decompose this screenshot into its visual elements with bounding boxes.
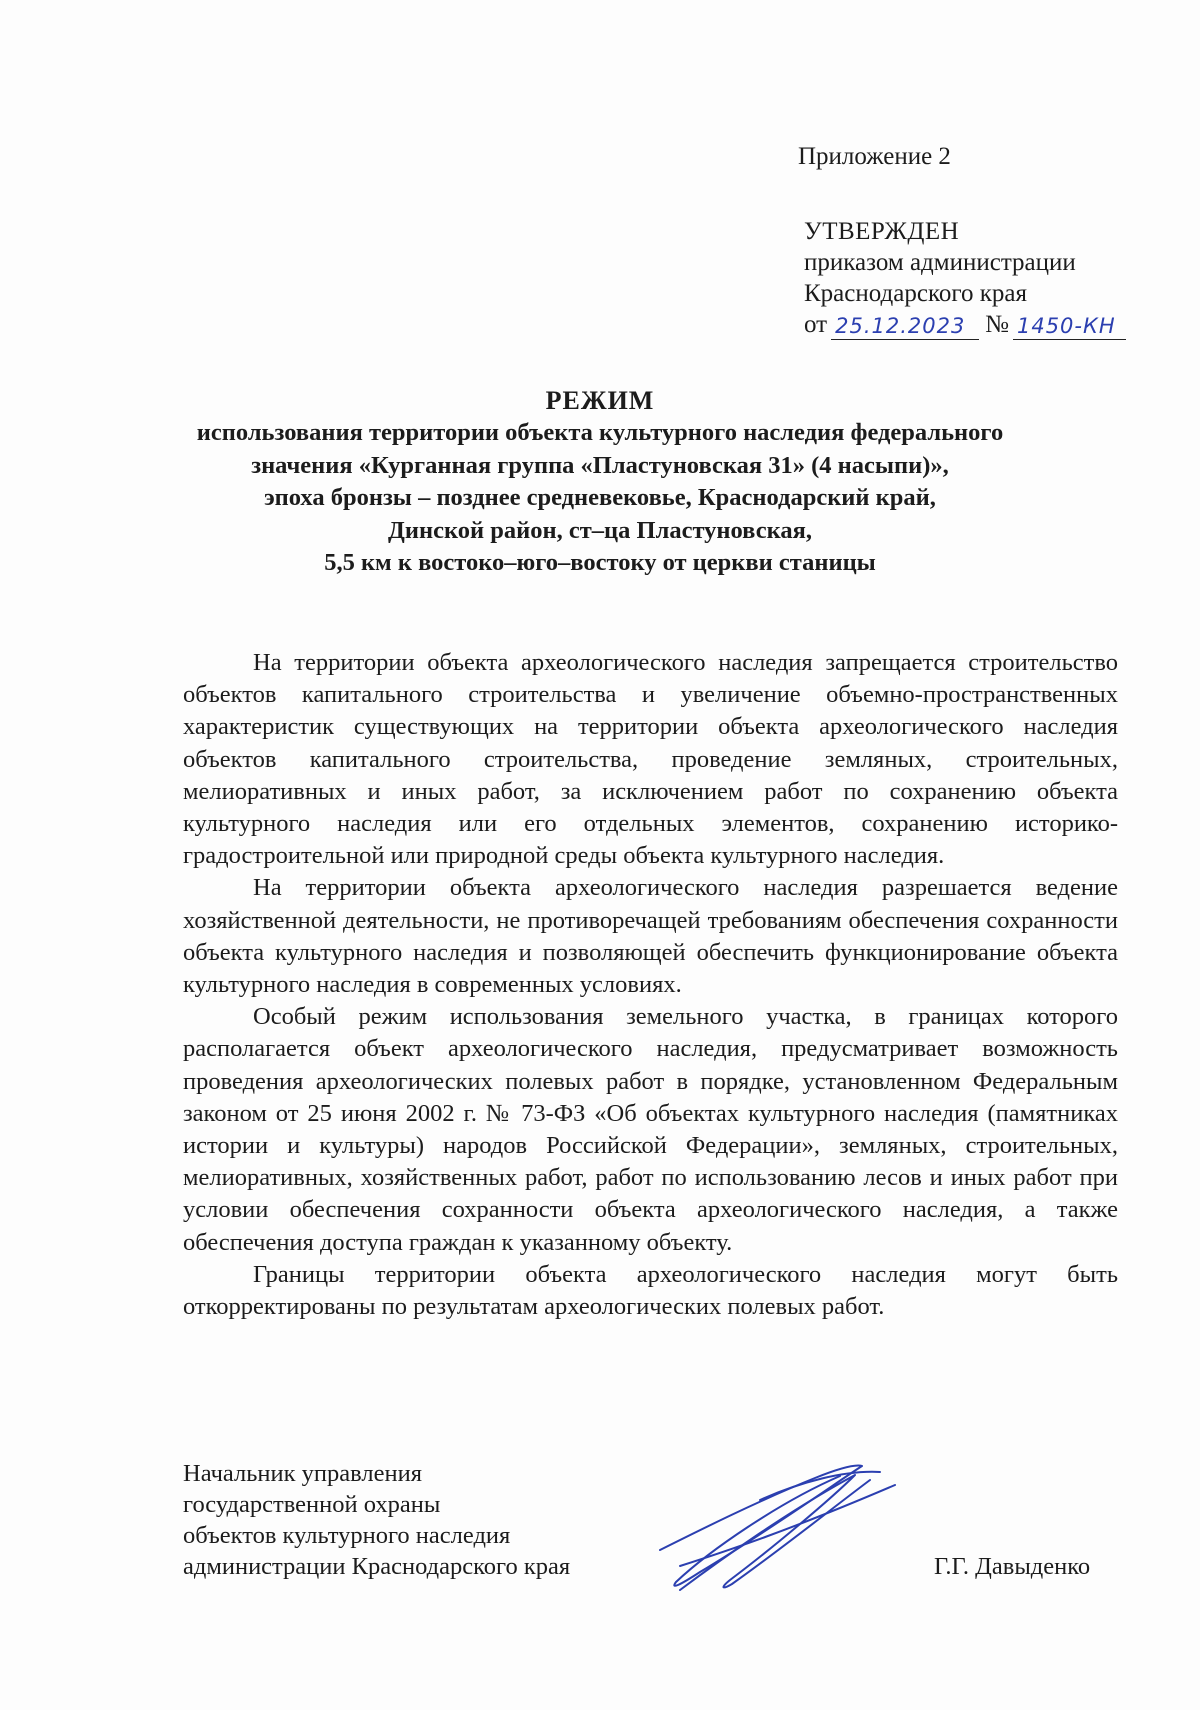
- order-details-line: [804, 309, 1126, 340]
- body-paragraph-4: Границы территории объекта археологического наследия могут быть откорректированы по результатам археологических полевых работ.: [183, 1260, 1118, 1321]
- signatory-position-line-1: Начальник управления: [183, 1460, 422, 1487]
- order-number-handwritten: 1450-КН: [1013, 313, 1126, 340]
- signatory-position: [183, 1458, 570, 1582]
- order-from-label: от: [804, 311, 828, 338]
- body-paragraph-1: На территории объекта археологического наследия запрещается строительство объектов капитального строительства и увеличение объемно-пространственных характеристик существующих на территории объекта археологического наследия объектов капитального строительства, проведение земляных, строительных, мелиоративных и иных работ, за исключением работ по сохранению объекта культурного наследия или его отдельных элементов, сохранению историко-градостроительной или природной среды объекта культурного наследия.: [183, 649, 1118, 870]
- order-issuer-line-2: Краснодарского края: [804, 280, 1027, 307]
- signatory-name: Г.Г. Давыденко: [934, 1553, 1091, 1580]
- handwritten-signature: [640, 1440, 910, 1610]
- signatory-position-line-4: администрации Краснодарского края: [183, 1553, 571, 1580]
- order-date-handwritten: 25.12.2023: [831, 313, 979, 340]
- title-line-3: эпоха бронзы – позднее средневековье, Краснодарский край,: [264, 484, 936, 511]
- order-number-sign: №: [985, 311, 1009, 338]
- signatory-position-line-3: объектов культурного наследия: [183, 1522, 511, 1549]
- title-line-1: использования территории объекта культурного наследия федерального: [196, 419, 1004, 446]
- body-paragraph-3: Особый режим использования земельного участка, в границах которого располагается объект археологического наследия, предусматривает возможность проведения археологических полевых работ в порядке, установленном Федеральным законом от 25 июня 2002 г. № 73-ФЗ «Об объектах культурного наследия (памятниках истории и культуры) народов Российской Федерации», земляных, строительных, мелиоративных, хозяйственных работ, работ по использованию лесов и иных работ при условии обеспечения сохранности объекта археологического наследия, а также обеспечения доступа граждан к указанному объекту.: [183, 1003, 1118, 1256]
- title-line-2: значения «Курганная группа «Пластуновская 31» (4 насыпи)»,: [251, 451, 949, 479]
- title-line-5: 5,5 км к востоко–юго–востоку от церкви станицы: [324, 549, 876, 576]
- title-line-4: Динской район, ст–ца Пластуновская,: [388, 516, 812, 544]
- signatory-position-line-2: государственной охраны: [183, 1491, 441, 1518]
- body-paragraph-2: На территории объекта археологического наследия разрешается ведение хозяйственной деятельности, не противоречащей требованиям обеспечения сохранности объекта культурного наследия и позволяющей обеспечить функционирование объекта культурного наследия в современных условиях.: [183, 874, 1118, 999]
- document-body: [183, 647, 1118, 1323]
- appendix-label: Приложение 2: [798, 143, 951, 170]
- approved-heading: УТВЕРЖДЕН: [804, 218, 960, 245]
- approval-block: [804, 216, 1126, 340]
- title-main: РЕЖИМ: [545, 386, 655, 415]
- document-title: [140, 385, 1060, 580]
- order-issuer-line-1: приказом администрации: [804, 249, 1076, 276]
